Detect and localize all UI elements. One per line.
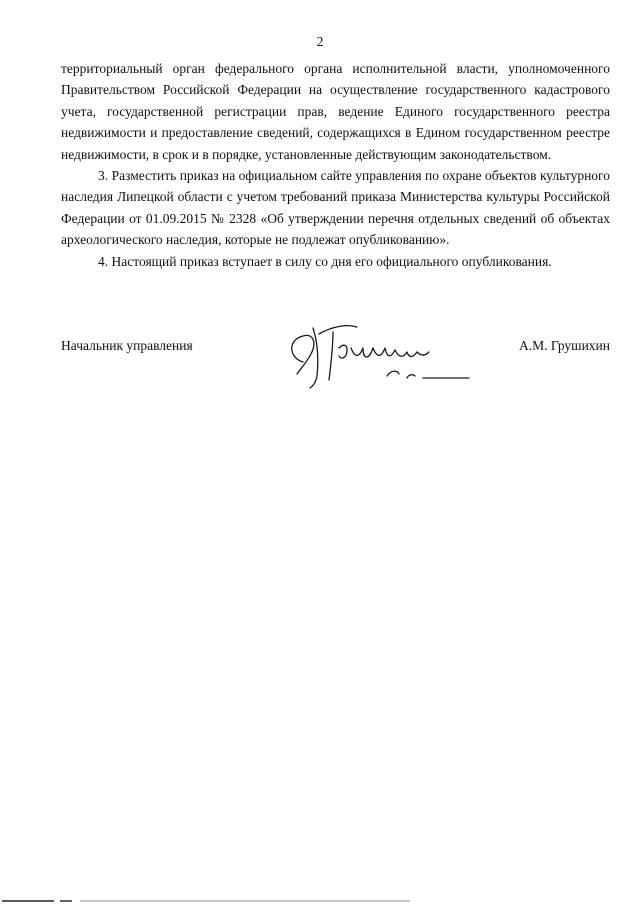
handwritten-signature bbox=[283, 318, 473, 392]
footer-scan-rule bbox=[0, 897, 420, 905]
signature-block bbox=[61, 334, 610, 404]
signatory-title: Начальник управления bbox=[61, 338, 193, 353]
paragraph-continuation: территориальный орган федерального органа исполнительной власти, уполномоченного Правительством Российской Федерации на осуществление государственного кадастрового учета, государственной регистрации прав, ведение Единого государственного реестра недвижимости и предоставление сведений, содержащихся в Едином государственном реестре недвижимости, в срок и в порядке, установленные действующим законодательством. bbox=[61, 61, 610, 162]
page-number: 2 bbox=[316, 34, 324, 49]
paragraph-item-4: 4. Настоящий приказ вступает в силу со дня его официального опубликования. bbox=[98, 253, 552, 269]
signatory-name: А.М. Грушихин bbox=[519, 338, 610, 353]
paragraph-item-3: 3. Разместить приказ на официальном сайте управления по охране объектов культурного наследия Липецкой области с учетом требований приказа Министерства культуры Российской Федерации от 01.09.2015 № 2328 «Об утверждении перечня отдельных сведений об объектах археологического наследия, которые не подлежат опубликованию». bbox=[61, 168, 610, 248]
document-body bbox=[61, 58, 610, 272]
